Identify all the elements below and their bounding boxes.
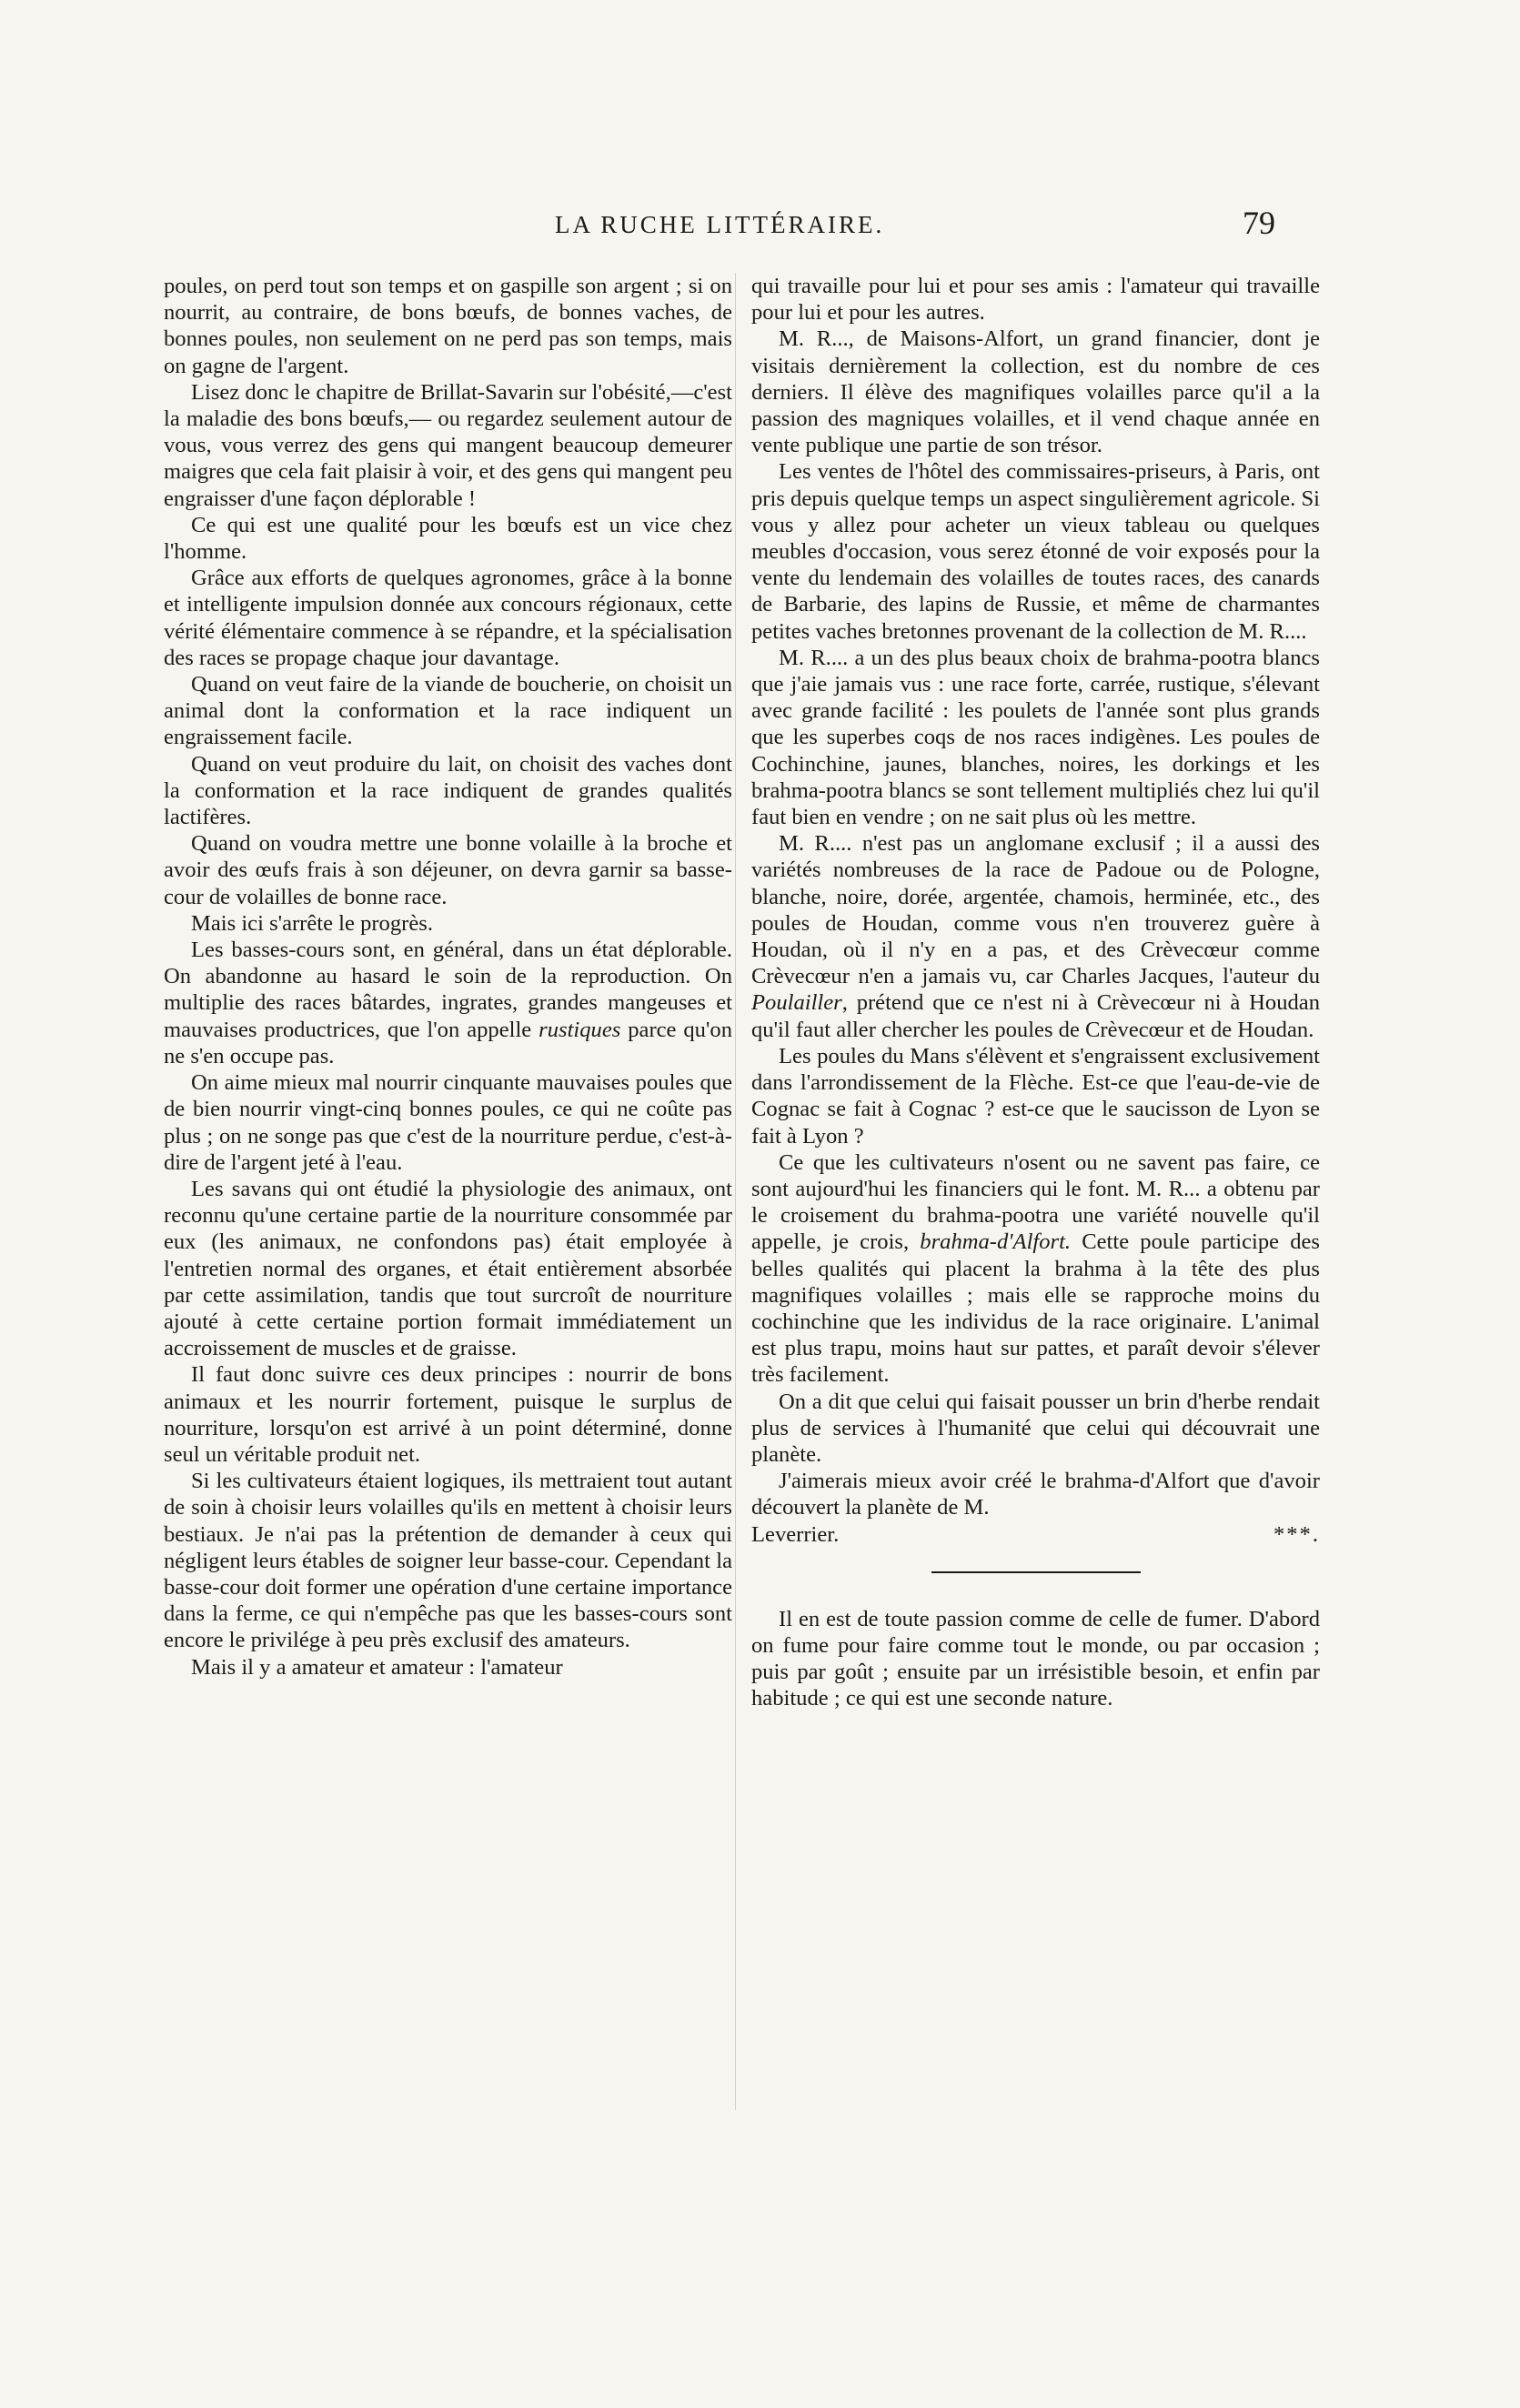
paragraph-text: Les basses-cours sont, en général, dans un état déplorable. On abandonne au hasard le soin de la reproduction. On multiplie des races bâtardes, ingrates, grandes mangeuses et mauvaises productrices, que l'on appelle: [164, 938, 732, 1042]
paragraph-text: , prétend que ce n'est ni à Crèvecœur ni à Houdan qu'il faut aller chercher les poules de Crèvecœur et de Houdan.: [751, 990, 1320, 1042]
paragraph: Grâce aux efforts de quelques agronomes, grâce à la bonne et intelligente impulsion donnée aux concours régionaux, cette vérité élémentaire commence à se répandre, et la spécialisation des races se propage chaque jour davantage.: [164, 566, 732, 670]
signature-line: [751, 1521, 1320, 1548]
paragraph-text: parce qu'on ne s'en occupe pas.: [164, 1017, 733, 1069]
paragraph: M. R.... a un des plus beaux choix de brahma-pootra blancs que j'aie jamais vus : une race forte, carrée, rustique, s'élevant avec grande facilité : les poulets de l'année sont plus grands que les superbes coqs de nos races indigènes. Les poules de Cochinchine, jaunes, blanches, noires, les dorkings et les brahma-pootra blancs se sont tellement multipliés chez lui qu'il faut bien en vendre ; on ne sait plus où les mettre.: [751, 645, 1320, 830]
left-column: [164, 273, 732, 1681]
signature: ***.: [1273, 1521, 1320, 1547]
paragraph: Il en est de toute passion comme de celle de fumer. D'abord on fume pour faire comme tout le monde, ou par occasion ; puis par goût ; ensuite par un irrésistible besoin, et enfin par habitude ; ce qui est une seconde nature.: [751, 1606, 1320, 1711]
running-head: [0, 205, 1520, 251]
paragraph-text: Cette poule participe des belles qualités qui placent la brahma à la tête des plus magnifiques volailles ; mais elle se rapproche moins du cochinchine que les individus de la race originaire. L'animal est plus trapu, moins haut sur pattes, et paraît devoir s'élever très facilement.: [751, 1229, 1320, 1388]
paragraph: Les poules du Mans s'élèvent et s'engraissent exclusivement dans l'arrondissement de la Flèche. Est-ce que l'eau-de-vie de Cognac se fait à Cognac ? est-ce que le saucisson de Lyon se fait à Lyon ?: [751, 1043, 1320, 1149]
italic-term: brahma-d'Alfort.: [920, 1229, 1072, 1255]
paragraph: [751, 830, 1320, 1043]
paragraph-text: M. R.... n'est pas un anglomane exclusif ; il a aussi des variétés nombreuses de la race de Padoue ou de Pologne, blanche, noire, dorée, argentée, chamois, herminée, etc., des poules de Houdan, comme vous n'en trouverez guère à Houdan, où il n'y en a pas, et des Crèvecœur comme Crèvecœur n'en a jamais vu, car Charles Jacques, l'auteur du: [751, 831, 1320, 989]
page-number: 79: [1243, 205, 1275, 241]
paragraph: poules, on perd tout son temps et on gaspille son argent ; si on nourrit, au contraire, de bons bœufs, de bonnes vaches, de bonnes poules, non seulement on ne perd pas son temps, mais on gagne de l'argent.: [164, 274, 732, 378]
paragraph-text: Leverrier.: [751, 1521, 840, 1547]
paragraph: Quand on veut faire de la viande de boucherie, on choisit un animal dont la conformation et la race indiquent un engraissement facile.: [164, 672, 732, 750]
paragraph: Les ventes de l'hôtel des commissaires-priseurs, à Paris, ont pris depuis quelque temps un aspect singulièrement agricole. Si vous y allez pour acheter un vieux tableau ou quelques meubles d'occasion, vous serez étonné de voir exposés pour la vente du lendemain des volailles de toutes races, des canards de Barbarie, des lapins de Russie, et même de charmantes petites vaches bretonnes provenant de la collection de M. R....: [751, 459, 1320, 644]
paragraph: qui travaille pour lui et pour ses amis : l'amateur qui travaille pour lui et pour les autres.: [751, 274, 1320, 326]
right-column: [751, 273, 1320, 1712]
paragraph: Mais ici s'arrête le progrès.: [191, 910, 433, 936]
section-rule: [931, 1571, 1141, 1573]
paragraph: Quand on veut produire du lait, on choisit des vaches dont la conformation et la race indiquent de grandes qualités lactifères.: [164, 751, 732, 830]
paragraph: Lisez donc le chapitre de Brillat-Savarin sur l'obésité,—c'est la maladie des bons bœufs,— ou regardez seulement autour de vous, vous verrez des gens qui mangent beaucoup demeurer maigres que cela fait plaisir à voir, et des gens qui mangent peu engraisser d'une façon déplorable !: [164, 379, 732, 511]
paragraph: On a dit que celui qui faisait pousser un brin d'herbe rendait plus de services à l'humanité que celui qui découvrait une planète.: [751, 1389, 1320, 1467]
italic-title: Poulailler: [751, 990, 842, 1016]
running-title: LA RUCHE LITTÉRAIRE.: [555, 211, 885, 238]
paragraph: Si les cultivateurs étaient logiques, ils mettraient tout autant de soin à choisir leurs volailles qu'ils en mettent à choisir leurs bestiaux. Je n'ai pas la prétention de demander à ceux qui négligent leurs étables de soigner leur basse-cour. Cependant la basse-cour doit former une opération d'une certaine importance dans la ferme, ce qui n'empêche pas que les basses-cours sont encore le privilége à peu près exclusif des amateurs.: [164, 1469, 732, 1653]
paragraph: Mais il y a amateur et amateur : l'amateur: [191, 1654, 563, 1680]
paragraph: Il faut donc suivre ces deux principes : nourrir de bons animaux et les nourrir fortement, puisque le surplus de nourriture, lorsqu'on est arrivé à un point déterminé, donne seul un véritable produit net.: [164, 1362, 732, 1467]
paragraph-text: Ce que les cultivateurs n'osent ou ne savent pas faire, ce sont aujourd'hui les financiers qui le font. M. R... a obtenu par le croisement du brahma-pootra une variété nouvelle qu'il appelle, je crois,: [751, 1149, 1320, 1255]
italic-term: rustiques: [539, 1017, 621, 1042]
paragraph: Quand on voudra mettre une bonne volaille à la broche et avoir des œufs frais à son déjeuner, on devra garnir sa basse-cour de volailles de bonne race.: [164, 831, 732, 909]
paragraph: On aime mieux mal nourrir cinquante mauvaises poules que de bien nourrir vingt-cinq bonnes poules, ce qui ne coûte pas plus ; on ne songe pas que c'est de la nourriture perdue, c'est-à-dire de l'argent jeté à l'eau.: [164, 1070, 732, 1175]
paragraph: [751, 1149, 1320, 1389]
column-gutter: [735, 273, 736, 2110]
paragraph: M. R..., de Maisons-Alfort, un grand financier, dont je visitais dernièrement la collection, est du nombre de ces derniers. Il élève des magnifiques volailles parce qu'il a la passion des magniques volailles, et il vend chaque année en vente publique une partie de son trésor.: [751, 326, 1320, 458]
paragraph: Ce qui est une qualité pour les bœufs est un vice chez l'homme.: [164, 512, 732, 565]
paragraph: J'aimerais mieux avoir créé le brahma-d'Alfort que d'avoir découvert la planète de M.: [751, 1469, 1320, 1520]
paragraph: Les savans qui ont étudié la physiologie des animaux, ont reconnu qu'une certaine partie de la nourriture consommée par eux (les animaux, ne confondons pas) était employée à l'entretien normal des organes, et était entièrement absorbée par cette assimilation, tandis que tout surcroît de nourriture ajouté à cette certaine portion formait immédiatement un accroissement de muscles et de graisse.: [164, 1176, 732, 1361]
paragraph: [164, 937, 732, 1069]
